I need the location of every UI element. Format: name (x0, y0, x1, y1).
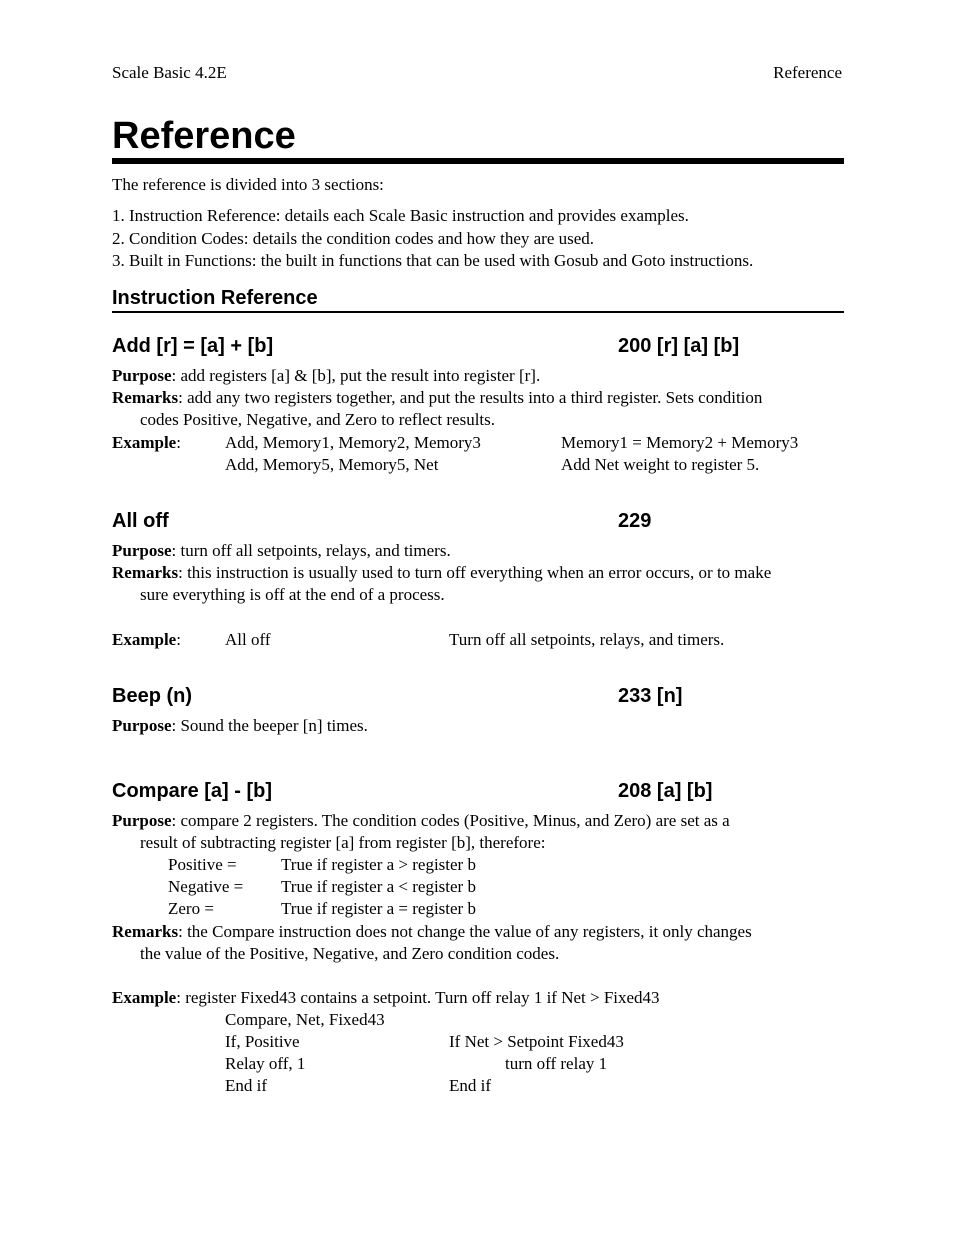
beep-purpose: Purpose: Sound the beeper [n] times. (112, 716, 368, 735)
header-right: Reference (773, 63, 842, 82)
alloff-purpose: Purpose: turn off all setpoints, relays, and timers. (112, 541, 451, 560)
compare-example-code-4: End if (225, 1076, 268, 1095)
beep-heading: Beep (n) (112, 685, 192, 707)
compare-purpose-cont: result of subtracting register [a] from register [b], therefore: (140, 833, 546, 852)
section-item-2: 2. Condition Codes: details the condition codes and how they are used. (112, 229, 595, 248)
add-example-code-1: Add, Memory1, Memory2, Memory3 (225, 433, 481, 452)
instruction-reference-heading: Instruction Reference (112, 287, 318, 309)
add-remarks: Remarks: add any two registers together, and put the results into a third register. Sets condition (112, 388, 763, 407)
compare-example-code-3: Relay off, 1 (225, 1054, 306, 1073)
compare-remarks-cont: the value of the Positive, Negative, and Zero condition codes. (140, 944, 560, 963)
cond-zero-value: True if register a = register b (281, 899, 476, 918)
add-code: 200 [r] [a] [b] (618, 335, 740, 357)
alloff-remarks: Remarks: this instruction is usually used to turn off everything when an error occurs, or to make (112, 563, 772, 582)
section-item-1: 1. Instruction Reference: details each Scale Basic instruction and provides examples. (112, 206, 689, 225)
header-left: Scale Basic 4.2E (112, 63, 227, 82)
compare-heading: Compare [a] - [b] (112, 780, 272, 802)
compare-remarks: Remarks: the Compare instruction does not change the value of any registers, it only changes (112, 922, 752, 941)
intro-text: The reference is divided into 3 sections: (112, 175, 384, 194)
alloff-example-desc: Turn off all setpoints, relays, and timers. (449, 630, 725, 649)
add-example-desc-1: Memory1 = Memory2 + Memory3 (561, 433, 799, 452)
beep-code: 233 [n] (618, 685, 683, 707)
compare-example-code-2: If, Positive (225, 1032, 300, 1051)
cond-zero-key: Zero = (168, 899, 214, 918)
title-rule (112, 158, 844, 164)
alloff-example-code: All off (225, 630, 271, 649)
compare-code: 208 [a] [b] (618, 780, 713, 802)
add-example-desc-2: Add Net weight to register 5. (561, 455, 760, 474)
add-purpose: Purpose: add registers [a] & [b], put the result into register [r]. (112, 366, 541, 385)
section-rule (112, 311, 844, 313)
compare-example-desc-3: turn off relay 1 (505, 1054, 608, 1073)
compare-purpose: Purpose: compare 2 registers. The condition codes (Positive, Minus, and Zero) are set as a (112, 811, 730, 830)
section-item-3: 3. Built in Functions: the built in functions that can be used with Gosub and Goto instructions. (112, 251, 754, 270)
alloff-remarks-cont: sure everything is off at the end of a process. (140, 585, 445, 604)
add-remarks-cont: codes Positive, Negative, and Zero to reflect results. (140, 410, 495, 429)
cond-positive-value: True if register a > register b (281, 855, 476, 874)
add-example-label: Example: (112, 433, 181, 452)
cond-positive-key: Positive = (168, 855, 237, 874)
alloff-heading: All off (112, 510, 169, 532)
add-example-code-2: Add, Memory5, Memory5, Net (225, 455, 439, 474)
cond-negative-key: Negative = (168, 877, 244, 896)
cond-negative-value: True if register a < register b (281, 877, 476, 896)
alloff-example-label: Example: (112, 630, 181, 649)
page-title: Reference (112, 115, 296, 157)
compare-example-code-1: Compare, Net, Fixed43 (225, 1010, 385, 1029)
add-heading: Add [r] = [a] + [b] (112, 335, 274, 357)
compare-example-desc-4: End if (449, 1076, 492, 1095)
compare-example-desc-2: If Net > Setpoint Fixed43 (449, 1032, 624, 1051)
compare-example: Example: register Fixed43 contains a setpoint. Turn off relay 1 if Net > Fixed43 (112, 988, 660, 1007)
alloff-code: 229 (618, 510, 652, 532)
